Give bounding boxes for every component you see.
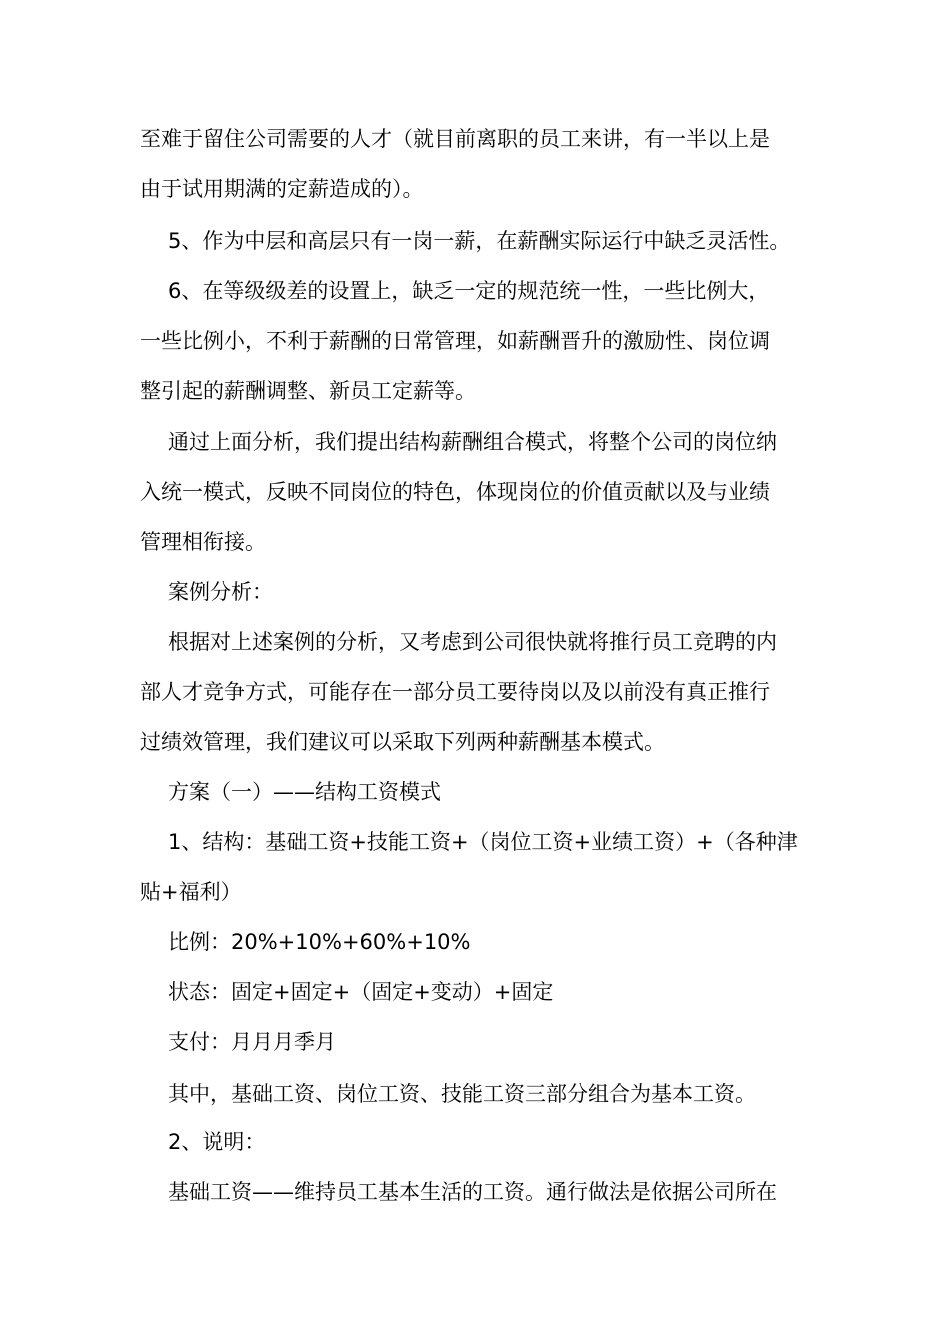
text-line: 至难于留住公司需要的人才（就目前离职的员工来讲，有一半以上是 — [140, 127, 770, 151]
text-line: 基础工资——维持员工基本生活的工资。通行做法是依据公司所在 — [168, 1180, 777, 1204]
text-line: 管理相衔接。 — [140, 530, 266, 554]
text-line: 整引起的薪酬调整、新员工定薪等。 — [140, 379, 476, 403]
text-line: 由于试用期满的定薪造成的）。 — [140, 177, 424, 201]
text-line: 方案（一）——结构工资模式 — [168, 780, 441, 804]
text-line: 一些比例小，不利于薪酬的日常管理，如薪酬晋升的激励性、岗位调 — [140, 329, 770, 353]
text-line: 5、作为中层和高层只有一岗一薪，在薪酬实际运行中缺乏灵活性。 — [168, 229, 791, 253]
text-line: 支付：月月月季月 — [168, 1030, 336, 1054]
text-line: 贴+福利） — [140, 880, 242, 904]
text-line: 入统一模式，反映不同岗位的特色，体现岗位的价值贡献以及与业绩 — [140, 480, 770, 504]
text-line: 过绩效管理，我们建议可以采取下列两种薪酬基本模式。 — [140, 730, 665, 754]
text-line: 部人才竞争方式，可能存在一部分员工要待岗以及以前没有真正推行 — [140, 680, 770, 704]
text-line: 状态：固定+固定+（固定+变动）+固定 — [168, 980, 554, 1004]
text-line: 根据对上述案例的分析，又考虑到公司很快就将推行员工竞聘的内 — [168, 630, 777, 654]
text-line: 比例：20%+10%+60%+10% — [168, 930, 471, 954]
text-line: 2、说明： — [168, 1130, 266, 1154]
text-line: 其中，基础工资、岗位工资、技能工资三部分组合为基本工资。 — [168, 1082, 756, 1106]
text-line: 通过上面分析，我们提出结构薪酬组合模式，将整个公司的岗位纳 — [168, 430, 777, 454]
text-line: 1、结构：基础工资+技能工资+（岗位工资+业绩工资）+（各种津 — [168, 830, 798, 854]
text-line: 案例分析： — [168, 580, 273, 604]
text-line: 6、在等级级差的设置上，缺乏一定的规范统一性，一些比例大， — [168, 279, 770, 303]
